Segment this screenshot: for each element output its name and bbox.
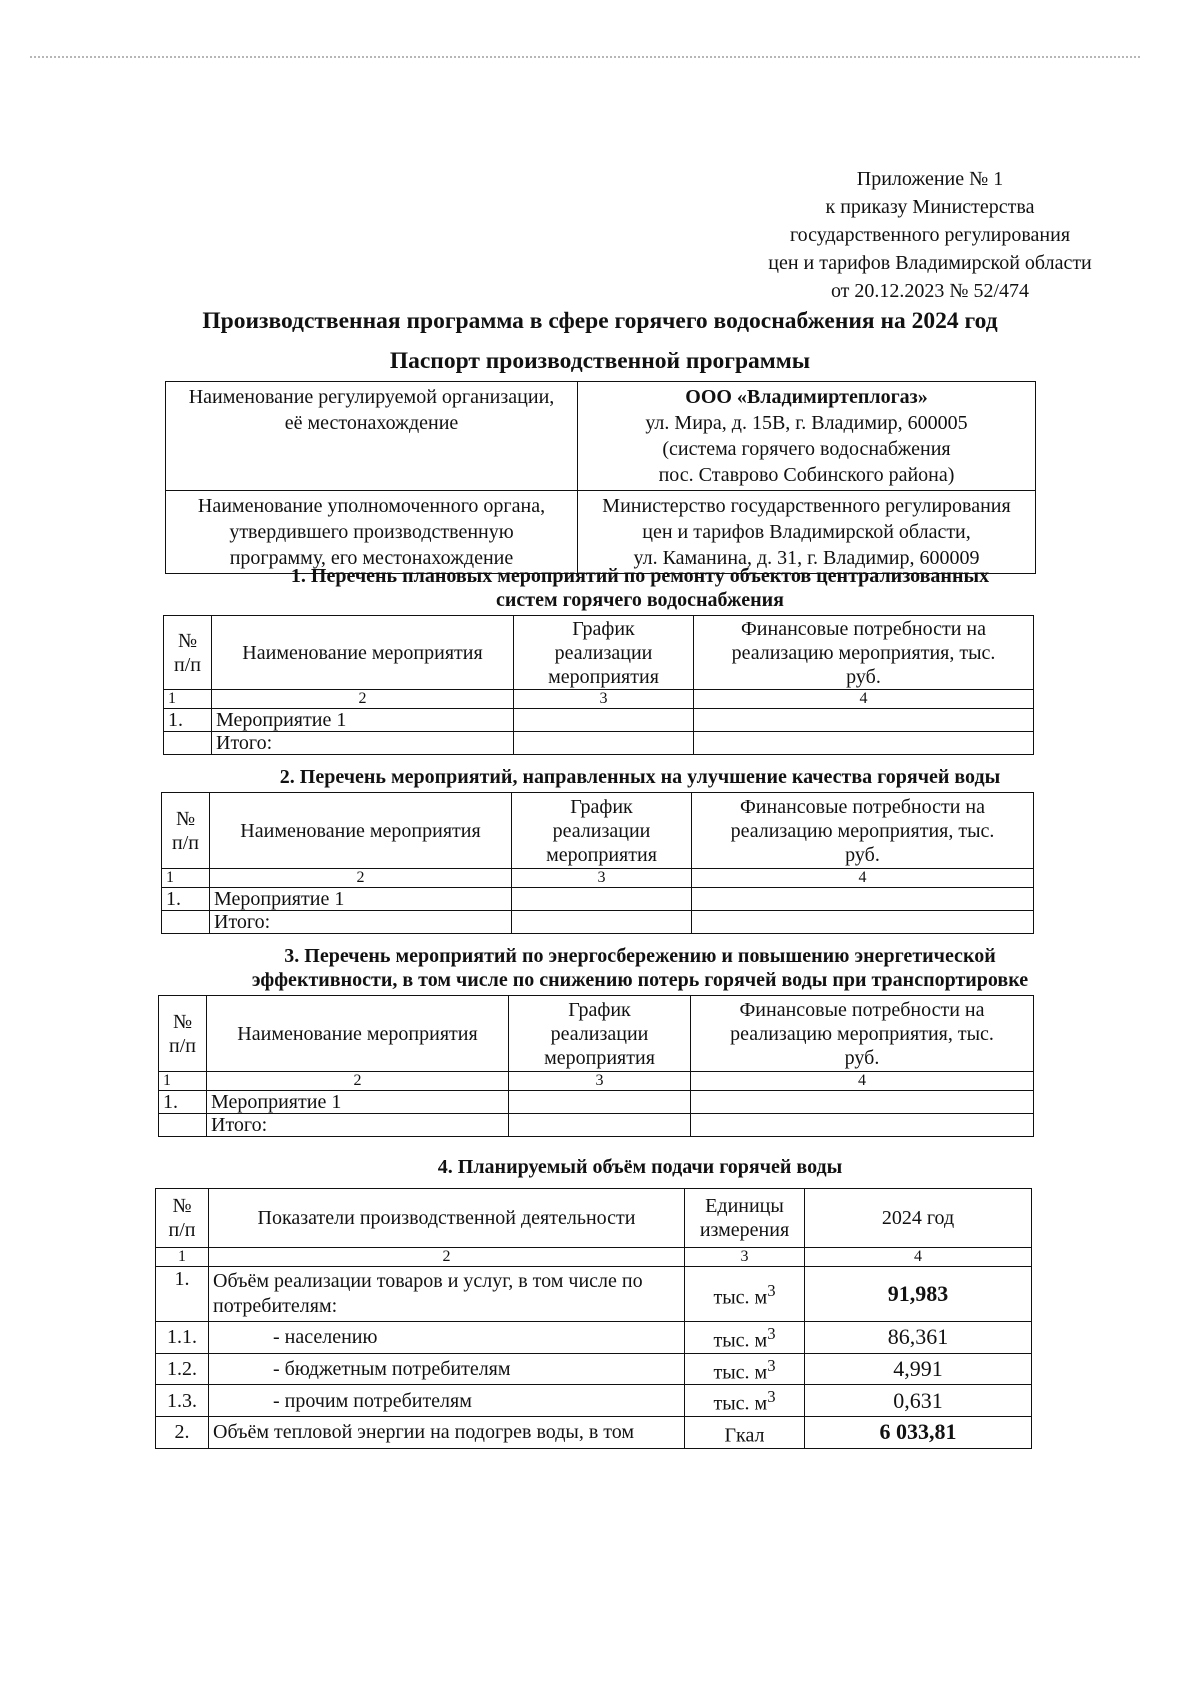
index-cell: 2 — [212, 690, 514, 709]
header-text: реализацию мероприятия, тыс. — [730, 819, 995, 842]
header-text: Единицы — [705, 1195, 784, 1217]
index-cell: 2 — [207, 1072, 509, 1091]
index-cell: 3 — [509, 1072, 691, 1091]
header-text: мероприятия — [548, 665, 659, 688]
row-num — [164, 732, 212, 755]
index-cell: 4 — [692, 869, 1034, 888]
row-value: 0,631 — [805, 1385, 1032, 1417]
row-indicator: - населению — [209, 1322, 685, 1354]
row-name: Мероприятие 1 — [210, 888, 512, 911]
section-3-table — [158, 995, 1034, 1137]
header-num — [162, 793, 210, 869]
passport-label-line: Наименование регулируемой организации, — [188, 386, 555, 408]
passport-table — [165, 381, 1036, 574]
unit-exponent: 3 — [767, 1324, 776, 1343]
section-2-title — [130, 765, 1150, 789]
header-finance — [692, 793, 1034, 869]
header-name: Наименование мероприятия — [210, 793, 512, 869]
passport-row-organization — [166, 382, 1036, 491]
section-2-table — [161, 792, 1034, 934]
organization-name: ООО «Владимиртеплогаз» — [685, 386, 928, 408]
table-row-total — [162, 911, 1034, 934]
volume-row — [156, 1267, 1032, 1322]
header-text: реализации — [550, 1022, 649, 1045]
row-value: 91,983 — [805, 1267, 1032, 1322]
row-indicator: - бюджетным потребителям — [209, 1353, 685, 1385]
header-text: п/п — [172, 831, 199, 854]
row-unit — [685, 1416, 805, 1448]
passport-label — [166, 491, 578, 574]
header-unit — [685, 1189, 805, 1248]
column-index-row — [162, 869, 1034, 888]
appendix-block — [720, 165, 1140, 305]
volume-row — [156, 1353, 1032, 1385]
row-finance — [692, 911, 1034, 934]
passport-value-line: ул. Мира, д. 15В, г. Владимир, 600005 — [645, 412, 968, 434]
unit-text: тыс. м — [713, 1392, 768, 1415]
row-num: 2. — [156, 1416, 209, 1448]
index-cell: 3 — [514, 690, 694, 709]
row-schedule — [509, 1091, 691, 1114]
header-text: руб. — [846, 665, 881, 688]
unit-exponent: 3 — [767, 1280, 776, 1300]
passport-label-line: её местонахождение — [284, 412, 459, 434]
header-text: № — [177, 629, 198, 652]
row-unit — [685, 1267, 805, 1322]
header-indicator: Показатели производственной деятельности — [209, 1189, 685, 1248]
row-unit — [685, 1353, 805, 1385]
volume-row — [156, 1416, 1032, 1448]
index-cell: 4 — [805, 1248, 1032, 1267]
passport-value-line: (система горячего водоснабжения — [662, 438, 951, 460]
row-num — [162, 911, 210, 934]
row-schedule — [514, 732, 694, 755]
unit-text: тыс. м — [713, 1286, 768, 1309]
passport-value — [578, 491, 1036, 574]
passport-label-line: Наименование уполномоченного органа, — [197, 495, 546, 517]
row-schedule — [509, 1114, 691, 1137]
table-row-total — [164, 732, 1034, 755]
header-name: Наименование мероприятия — [212, 616, 514, 690]
main-title: Производственная программа в сфере горячего водоснабжения на 2024 год — [202, 308, 998, 334]
passport-row-authority — [166, 491, 1036, 574]
section-title-line: 4. Планируемый объём подачи горячей воды — [437, 1156, 843, 1178]
header-text: мероприятия — [546, 843, 657, 866]
row-num: 1.2. — [156, 1353, 209, 1385]
header-schedule — [512, 793, 692, 869]
header-text: № — [172, 1010, 193, 1033]
row-num — [159, 1114, 207, 1137]
table-row — [164, 709, 1034, 732]
row-name: Мероприятие 1 — [207, 1091, 509, 1114]
row-schedule — [514, 709, 694, 732]
table-row — [159, 1091, 1034, 1114]
header-text: реализацию мероприятия, тыс. — [731, 641, 996, 664]
row-num: 1. — [159, 1091, 207, 1114]
header-num — [159, 996, 207, 1072]
appendix-line: от 20.12.2023 № 52/474 — [830, 280, 1030, 302]
row-num: 1. — [162, 888, 210, 911]
index-cell: 3 — [685, 1248, 805, 1267]
row-finance — [691, 1091, 1034, 1114]
unit-exponent: 3 — [767, 1355, 776, 1375]
unit-text: Гкал — [724, 1424, 765, 1447]
volume-row — [156, 1322, 1032, 1354]
section-3-title — [130, 944, 1150, 992]
index-cell: 1 — [164, 690, 212, 709]
index-cell: 1 — [159, 1072, 207, 1091]
passport-value-line: Министерство государственного регулирования — [602, 495, 1011, 517]
unit-text: тыс. м — [713, 1361, 768, 1384]
scan-artifact-line — [30, 56, 1140, 58]
table-header-row — [159, 996, 1034, 1072]
row-finance — [692, 888, 1034, 911]
appendix-line: к приказу Министерства — [825, 196, 1035, 218]
table-header-row — [162, 793, 1034, 869]
row-unit — [685, 1385, 805, 1417]
appendix-line: государственного регулирования — [789, 224, 1071, 246]
row-num: 1. — [156, 1267, 209, 1322]
passport-value — [578, 382, 1036, 491]
header-text: измерения — [699, 1219, 790, 1241]
row-name: Итого: — [212, 732, 514, 755]
passport-value-line: пос. Ставрово Собинского района) — [658, 464, 955, 486]
header-num — [156, 1189, 209, 1248]
appendix-line: Приложение № 1 — [856, 168, 1004, 190]
section-4-title — [130, 1155, 1150, 1179]
row-value: 4,991 — [805, 1353, 1032, 1385]
volume-row — [156, 1385, 1032, 1417]
index-cell: 4 — [691, 1072, 1034, 1091]
header-text: п/п — [169, 1034, 196, 1057]
row-unit — [685, 1322, 805, 1354]
index-cell: 1 — [162, 869, 210, 888]
indicator-line: потребителям: — [213, 1295, 338, 1317]
index-cell: 1 — [156, 1248, 209, 1267]
header-schedule — [514, 616, 694, 690]
row-num: 1.1. — [156, 1322, 209, 1354]
header-text: реализации — [552, 819, 651, 842]
header-text: руб. — [844, 1046, 880, 1069]
index-cell: 3 — [512, 869, 692, 888]
passport-label-line: программу, его местонахождение — [229, 547, 514, 569]
row-value: 6 033,81 — [805, 1416, 1032, 1448]
header-year: 2024 год — [805, 1189, 1032, 1248]
passport-title: Паспорт производственной программы — [389, 348, 811, 374]
header-text: График — [568, 998, 631, 1021]
header-text: п/п — [174, 653, 201, 676]
column-index-row — [159, 1072, 1034, 1091]
table-row — [162, 888, 1034, 911]
row-schedule — [512, 911, 692, 934]
header-text: п/п — [168, 1219, 196, 1241]
row-indicator — [209, 1267, 685, 1322]
table-header-row — [164, 616, 1034, 690]
header-text: График — [572, 617, 635, 640]
appendix-line: цен и тарифов Владимирской области — [768, 252, 1092, 274]
section-title-line: систем горячего водоснабжения — [496, 589, 784, 611]
row-finance — [691, 1114, 1034, 1137]
column-index-row — [164, 690, 1034, 709]
row-indicator: - прочим потребителям — [209, 1385, 685, 1417]
row-num: 1.3. — [156, 1385, 209, 1417]
passport-label — [166, 382, 578, 491]
row-name: Итого: — [210, 911, 512, 934]
section-1-table — [163, 615, 1034, 755]
header-text: № — [172, 1195, 192, 1217]
row-finance — [694, 709, 1034, 732]
header-finance — [694, 616, 1034, 690]
index-cell: 2 — [209, 1248, 685, 1267]
section-1-title — [130, 564, 1150, 612]
unit-text: тыс. м — [713, 1329, 768, 1352]
section-title-line: эффективности, в том числе по снижению потерь горячей воды при транспортировке — [251, 969, 1029, 991]
row-indicator: Объём тепловой энергии на подогрев воды, в том — [209, 1416, 685, 1448]
row-finance — [694, 732, 1034, 755]
header-text: Финансовые потребности на — [741, 617, 986, 640]
header-text: мероприятия — [544, 1046, 655, 1069]
passport-value-line: ул. Каманина, д. 31, г. Владимир, 600009 — [633, 547, 980, 569]
row-name: Мероприятие 1 — [212, 709, 514, 732]
header-num — [164, 616, 212, 690]
header-text: руб. — [845, 843, 880, 866]
section-title-line: 3. Перечень мероприятий по энергосбережению и повышению энергетической — [284, 945, 996, 967]
table-header-row — [156, 1189, 1032, 1248]
row-value: 86,361 — [805, 1322, 1032, 1354]
header-text: реализации — [554, 641, 653, 664]
header-schedule — [509, 996, 691, 1072]
header-text: реализацию мероприятия, тыс. — [730, 1022, 994, 1045]
header-name: Наименование мероприятия — [207, 996, 509, 1072]
passport-label-line: утвердившего производственную — [229, 521, 514, 543]
section-title-line: 2. Перечень мероприятий, направленных на улучшение качества горячей воды — [279, 766, 1001, 788]
header-text: Финансовые потребности на — [739, 998, 985, 1021]
section-title-line: 1. Перечень плановых мероприятий по ремонту объектов централизованных — [290, 565, 990, 587]
row-schedule — [512, 888, 692, 911]
table-row-total — [159, 1114, 1034, 1137]
header-finance — [691, 996, 1034, 1072]
index-cell: 2 — [210, 869, 512, 888]
header-text: № — [175, 807, 196, 830]
row-num: 1. — [164, 709, 212, 732]
volume-table — [155, 1188, 1032, 1449]
header-text: Финансовые потребности на — [740, 795, 985, 818]
unit-exponent: 3 — [767, 1387, 776, 1407]
row-name: Итого: — [207, 1114, 509, 1137]
header-text: График — [570, 795, 633, 818]
indicator-line: Объём реализации товаров и услуг, в том числе по — [213, 1270, 643, 1292]
index-cell: 4 — [694, 690, 1034, 709]
column-index-row — [156, 1248, 1032, 1267]
passport-value-line: цен и тарифов Владимирской области, — [642, 521, 971, 543]
